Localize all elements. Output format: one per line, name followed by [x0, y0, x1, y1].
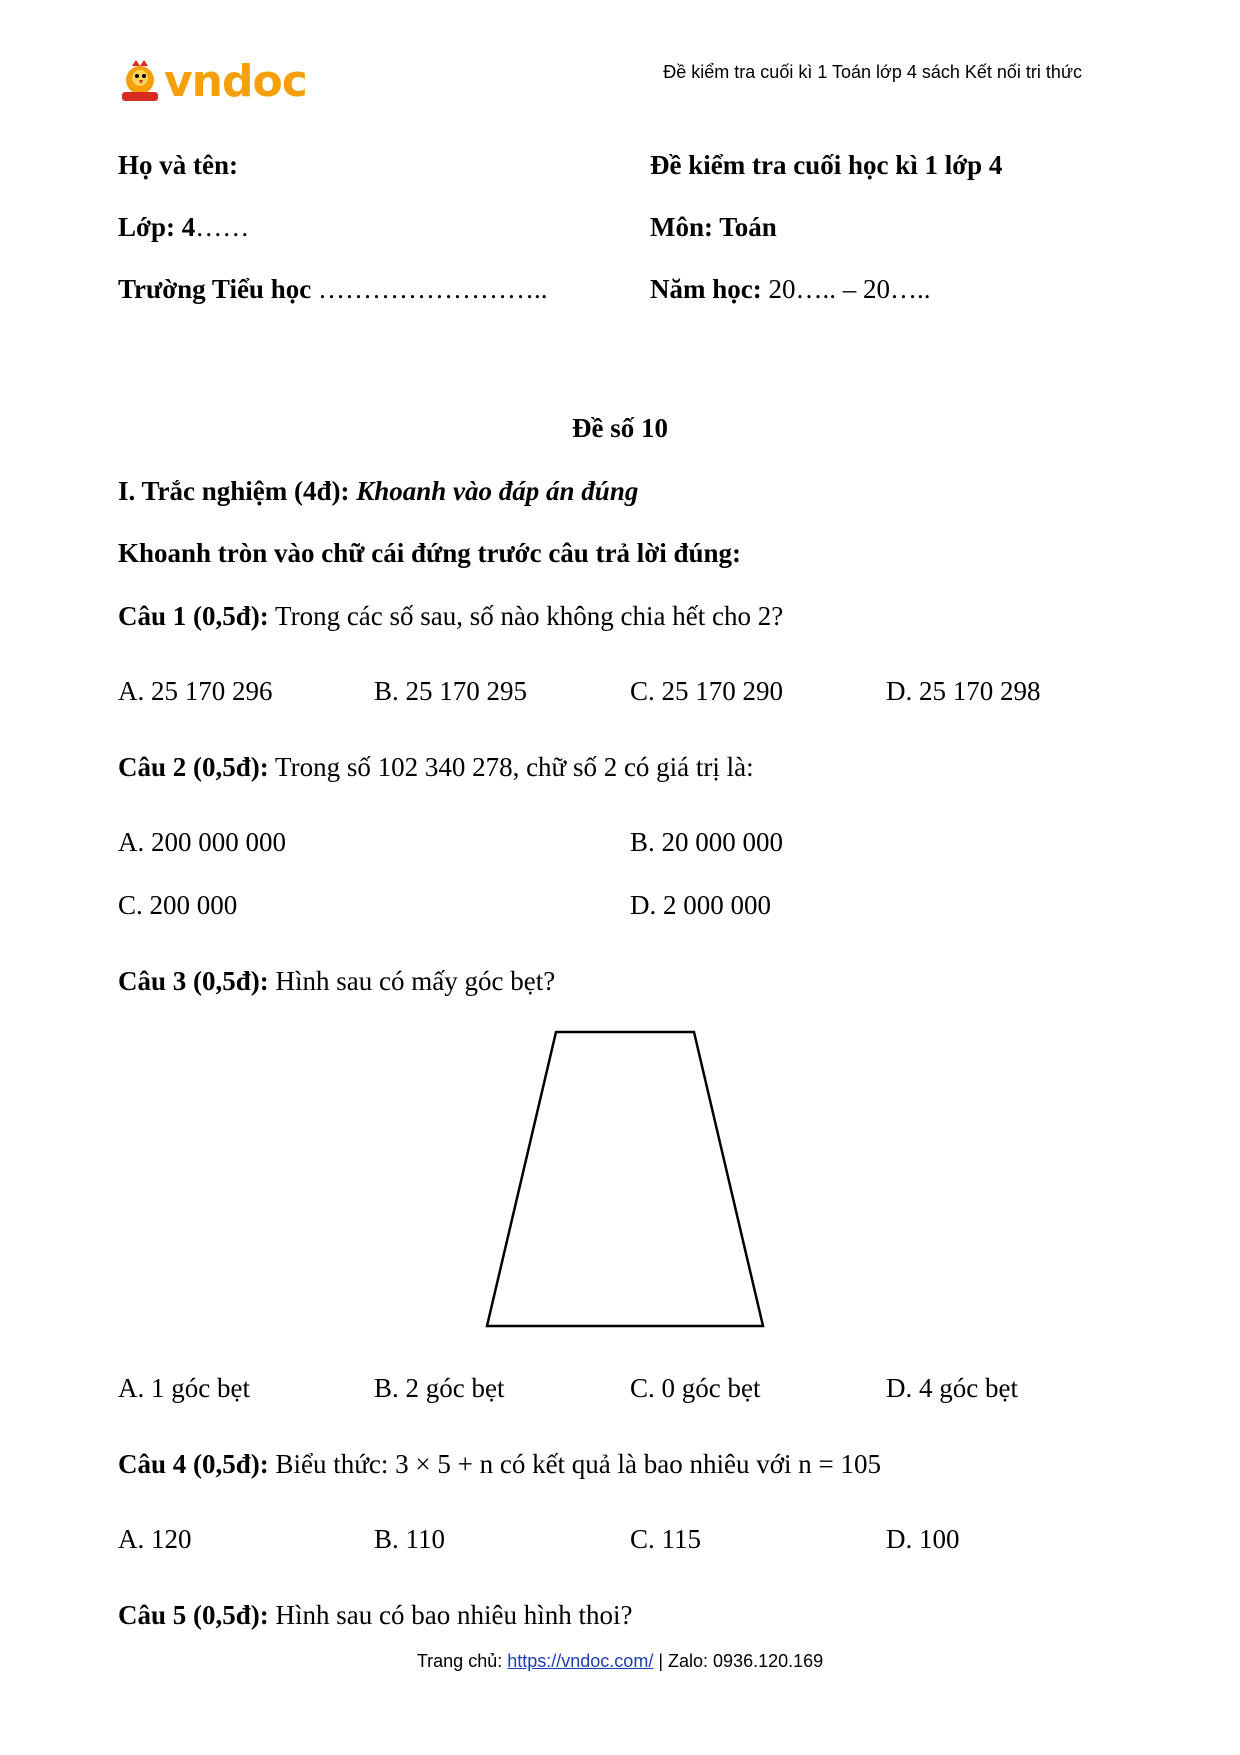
- class-dots: ……: [195, 212, 250, 242]
- question-5: [118, 1600, 632, 1631]
- question-text: Trong các số sau, số nào không chia hết cho 2?: [275, 601, 784, 631]
- school-dots: ……………………..: [317, 274, 548, 304]
- exam-number: Đề số 10: [572, 413, 668, 443]
- question-label: Câu 3 (0,5đ):: [118, 966, 269, 996]
- question-text: Hình sau có bao nhiêu hình thoi?: [275, 1600, 633, 1630]
- footer: [0, 1651, 1240, 1672]
- option-4b[interactable]: B. 110: [374, 1524, 446, 1554]
- option-3a[interactable]: A. 1 góc bẹt: [118, 1373, 250, 1403]
- brand-name: vndoc: [164, 56, 307, 107]
- option-1b[interactable]: B. 25 170 295: [374, 676, 528, 706]
- option-4d[interactable]: D. 100: [886, 1524, 960, 1554]
- option-2c[interactable]: C. 200 000: [118, 890, 238, 920]
- option-4c[interactable]: C. 115: [630, 1524, 702, 1554]
- exam-title: Đề kiểm tra cuối học kì 1 lớp 4: [650, 150, 1003, 180]
- question-label: Câu 5 (0,5đ):: [118, 1600, 269, 1630]
- option-1c[interactable]: C. 25 170 290: [630, 676, 784, 706]
- question-4: [118, 1449, 881, 1480]
- class-label: Lớp: 4: [118, 212, 196, 242]
- option-3d[interactable]: D. 4 góc bẹt: [886, 1373, 1018, 1403]
- header-title: Đề kiểm tra cuối kì 1 Toán lớp 4 sách Kết nối tri thức: [663, 62, 1082, 82]
- question-label: Câu 1 (0,5đ):: [118, 601, 269, 631]
- section-label: I. Trắc nghiệm (4đ):: [118, 476, 350, 506]
- option-2d[interactable]: D. 2 000 000: [630, 890, 771, 920]
- question-text: Trong số 102 340 278, chữ số 2 có giá trị là:: [275, 752, 754, 782]
- name-label: Họ và tên:: [118, 150, 238, 180]
- school-label: Trường Tiểu học: [118, 274, 312, 304]
- footer-link[interactable]: https://vndoc.com/: [507, 1651, 654, 1671]
- section-subtitle: Khoanh vào đáp án đúng: [356, 476, 639, 506]
- option-1a[interactable]: A. 25 170 296: [118, 676, 273, 706]
- instruction: Khoanh tròn vào chữ cái đứng trước câu trả lời đúng:: [118, 538, 742, 568]
- option-2b[interactable]: B. 20 000 000: [630, 827, 784, 857]
- footer-contact: | Zalo: 0936.120.169: [658, 1651, 824, 1671]
- option-4a[interactable]: A. 120: [118, 1524, 192, 1554]
- question-label: Câu 2 (0,5đ):: [118, 752, 269, 782]
- subject-label: Môn: Toán: [650, 212, 777, 242]
- option-3b[interactable]: B. 2 góc bẹt: [374, 1373, 505, 1403]
- question-text: Hình sau có mấy góc bẹt?: [275, 966, 556, 996]
- question-text: Biểu thức: 3 × 5 + n có kết quả là bao nhiêu với n = 105: [275, 1449, 881, 1479]
- trapezoid-shape: [487, 1032, 763, 1326]
- option-3c[interactable]: C. 0 góc bẹt: [630, 1373, 761, 1403]
- option-2a[interactable]: A. 200 000 000: [118, 827, 286, 857]
- year-label: Năm học:: [650, 274, 762, 304]
- option-1d[interactable]: D. 25 170 298: [886, 676, 1041, 706]
- question-label: Câu 4 (0,5đ):: [118, 1449, 269, 1479]
- year-value: 20….. – 20…..: [768, 274, 931, 304]
- footer-prefix: Trang chủ:: [416, 1651, 503, 1671]
